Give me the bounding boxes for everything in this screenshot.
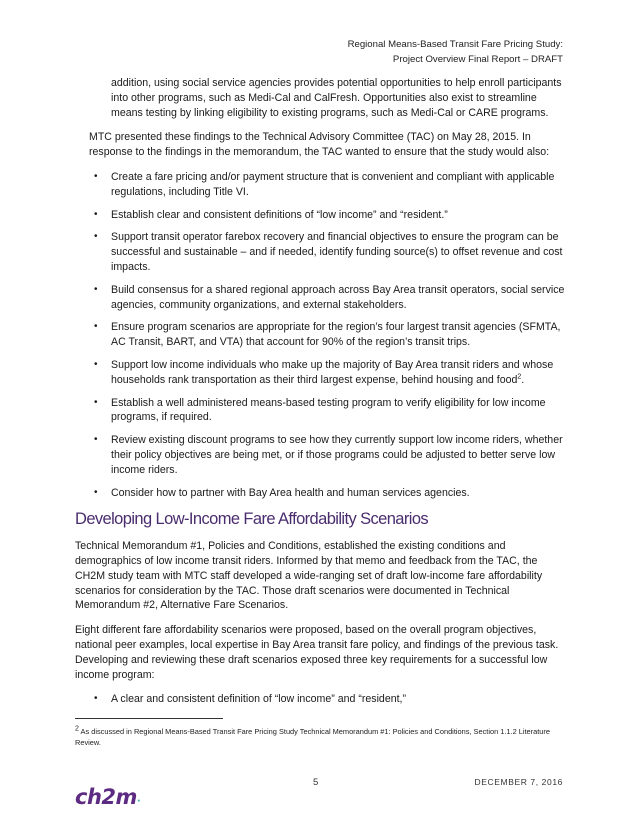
bullet-item [89,358,565,388]
document-body [75,76,565,715]
footnote-reference: 2 [517,373,522,381]
bullet-icon: • [94,231,98,243]
bullet-text-end: . [521,373,525,386]
logo-mark: · [136,796,141,807]
bullet-item [89,433,565,477]
bullet-item [89,486,565,501]
bullet-item [89,396,565,426]
bullet-icon: • [94,486,98,498]
bullet-icon: • [94,321,98,333]
bullet-text: Support transit operator farebox recovery and financial objectives to ensure the program can be successful and sustainable – and if needed, identify funding source(s) to offset revenue and cost impacts. [111,231,563,273]
footer-date: DECEMBER 7, 2016 [474,777,563,787]
bullet-icon: • [94,434,98,446]
header-line-2: Project Overview Final Report – DRAFT [392,54,563,65]
ch2m-logo [75,785,140,809]
requirements-bullet-list [89,692,565,707]
section-paragraph-1: Technical Memorandum #1, Policies and Conditions, established the existing conditions and demographics of low income transit riders. Informed by that memo and feedback from the TAC, the CH2M study team with MTC staff developed a wide-ranging set of draft low-income fare affordability scenarios for consideration by the TAC. Those draft scenarios were documented in Technical Memorandum #2, Alternative Fare Scenarios. [75,540,543,612]
footnote-divider [75,718,223,719]
page-header [348,37,563,67]
bullet-text: Establish a well administered means-based testing program to verify eligibility for low income programs, if required. [111,396,546,424]
tac-intro-paragraph: MTC presented these findings to the Technical Advisory Committee (TAC) on May 28, 2015. In response to the findings in the memorandum, the TAC wanted to ensure that the study would also: [89,131,550,159]
bullet-text: Ensure program scenarios are appropriate for the region’s four largest transit agencies (SFMTA, AC Transit, BART, and VTA) that account for 90% of the region’s transit trips. [111,321,561,349]
bullet-text: Consider how to partner with Bay Area health and human services agencies. [111,486,470,499]
logo-text: ch2m [75,785,137,809]
bullet-item [89,170,565,200]
bullet-icon: • [94,693,98,705]
bullet-item [89,283,565,313]
bullet-text: Create a fare pricing and/or payment structure that is convenient and compliant with applicable regulations, including Title VI. [111,170,555,198]
bullet-text: Establish clear and consistent definitions of “low income” and “resident.” [111,208,448,221]
continued-paragraph: addition, using social service agencies provides potential opportunities to help enroll participants into other programs, such as Medi-Cal and CalFresh. Opportunities also exist to streamline means testing by linking eligibility to existing programs, such as Medi-Cal or CARE programs. [111,77,562,119]
section-heading: Developing Low-Income Fare Affordability Scenarios [75,510,429,529]
bullet-icon: • [94,170,98,182]
tac-bullet-list [89,170,565,500]
bullet-icon: • [94,283,98,295]
page-number: 5 [313,777,319,788]
bullet-text: A clear and consistent definition of “low income” and “resident,” [111,693,407,706]
footnote-text: As discussed in Regional Means-Based Transit Fare Pricing Study Technical Memorandum #1: Policies and Conditions, Section 1.1.2 Literature Review. [75,727,550,747]
header-line-1: Regional Means-Based Transit Fare Pricing Study: [347,39,563,50]
bullet-text: Support low income individuals who make up the majority of Bay Area transit riders and whose households rank transportation as their third largest expense, behind housing and food [111,358,554,386]
bullet-item [89,208,565,223]
bullet-text: Review existing discount programs to see how they currently support low income riders, whether their policy objectives are being met, or if those programs could be adjusted to better serve low income riders. [111,434,563,476]
footnote-number: 2 [75,725,79,733]
bullet-icon: • [94,396,98,408]
bullet-icon: • [94,208,98,220]
bullet-icon: • [94,358,98,370]
bullet-item [89,692,565,707]
footnote [75,726,565,748]
bullet-item [89,230,565,274]
bullet-item [89,320,565,350]
bullet-text: Build consensus for a shared regional approach across Bay Area transit operators, social service agencies, community organizations, and external stakeholders. [111,283,565,311]
section-paragraph-2: Eight different fare affordability scenarios were proposed, based on the overall program objectives, national peer examples, local expertise in Bay Area transit fare policy, and findings of the previous task. Developing and reviewing these draft scenarios exposed three key requirements for a successful low income program: [75,624,559,681]
